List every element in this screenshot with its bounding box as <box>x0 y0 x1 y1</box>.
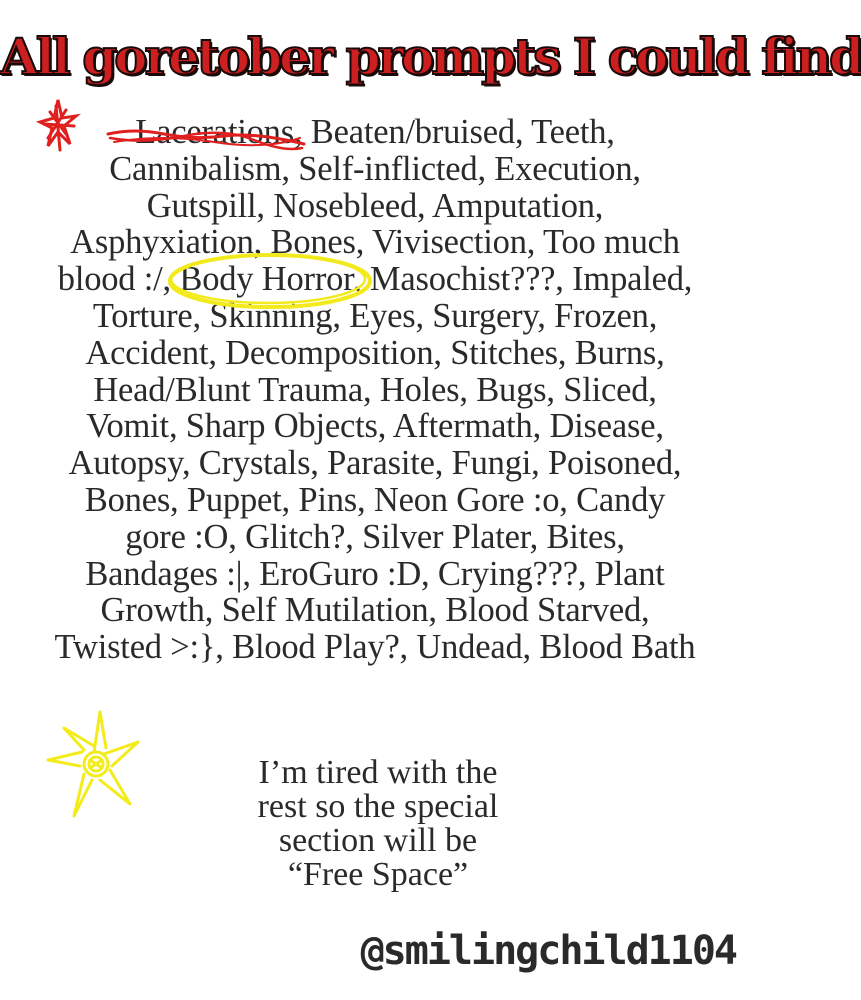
prompt-line: Cannibalism, Self-inflicted, Execution, <box>109 149 641 188</box>
prompt-line: Asphyxiation, Bones, Vivisection, Too much <box>70 223 680 262</box>
prompt-line: Head/Blunt Trauma, Holes, Bugs, Sliced, <box>93 370 657 409</box>
prompt-line: Bandages :|, EroGuro :D, Crying???, Plant <box>85 554 665 593</box>
note-line: rest so the special <box>257 788 499 825</box>
prompt-line: Torture, Skinning, Eyes, Surgery, Frozen, <box>92 296 658 335</box>
prompt-line: blood :/, Body Horror, Masochist???, Impaled, <box>57 260 693 299</box>
note-line: section will be <box>278 822 478 859</box>
prompt-line: gore :O, Glitch?, Silver Plater, Bites, <box>125 517 625 556</box>
prompt-line: Accident, Decomposition, Stitches, Burns, <box>85 333 665 372</box>
note-line: I’m tired with the <box>258 754 498 791</box>
prompt-line: Lacerations, Beaten/bruised, Teeth, <box>135 113 615 151</box>
prompt-line: Vomit, Sharp Objects, Aftermath, Disease, <box>86 407 664 446</box>
prompt-line: Autopsy, Crystals, Parasite, Fungi, Poisoned, <box>68 444 682 483</box>
prompt-line: Bones, Puppet, Pins, Neon Gore :o, Candy <box>84 480 666 519</box>
flower-doodle-icon <box>44 704 144 820</box>
note-line: “Free Space” <box>287 856 469 893</box>
page-title: All goretober prompts I could find <box>0 27 861 86</box>
prompt-line: Gutspill, Nosebleed, Amputation, <box>146 186 604 225</box>
free-space-note <box>200 756 556 892</box>
prompt-list <box>10 114 740 666</box>
author-handle: @smilingchild1104 <box>360 928 736 974</box>
prompt-line: Twisted >:}, Blood Play?, Undead, Blood Bath <box>54 628 696 667</box>
prompt-line: Growth, Self Mutilation, Blood Starved, <box>100 591 650 630</box>
